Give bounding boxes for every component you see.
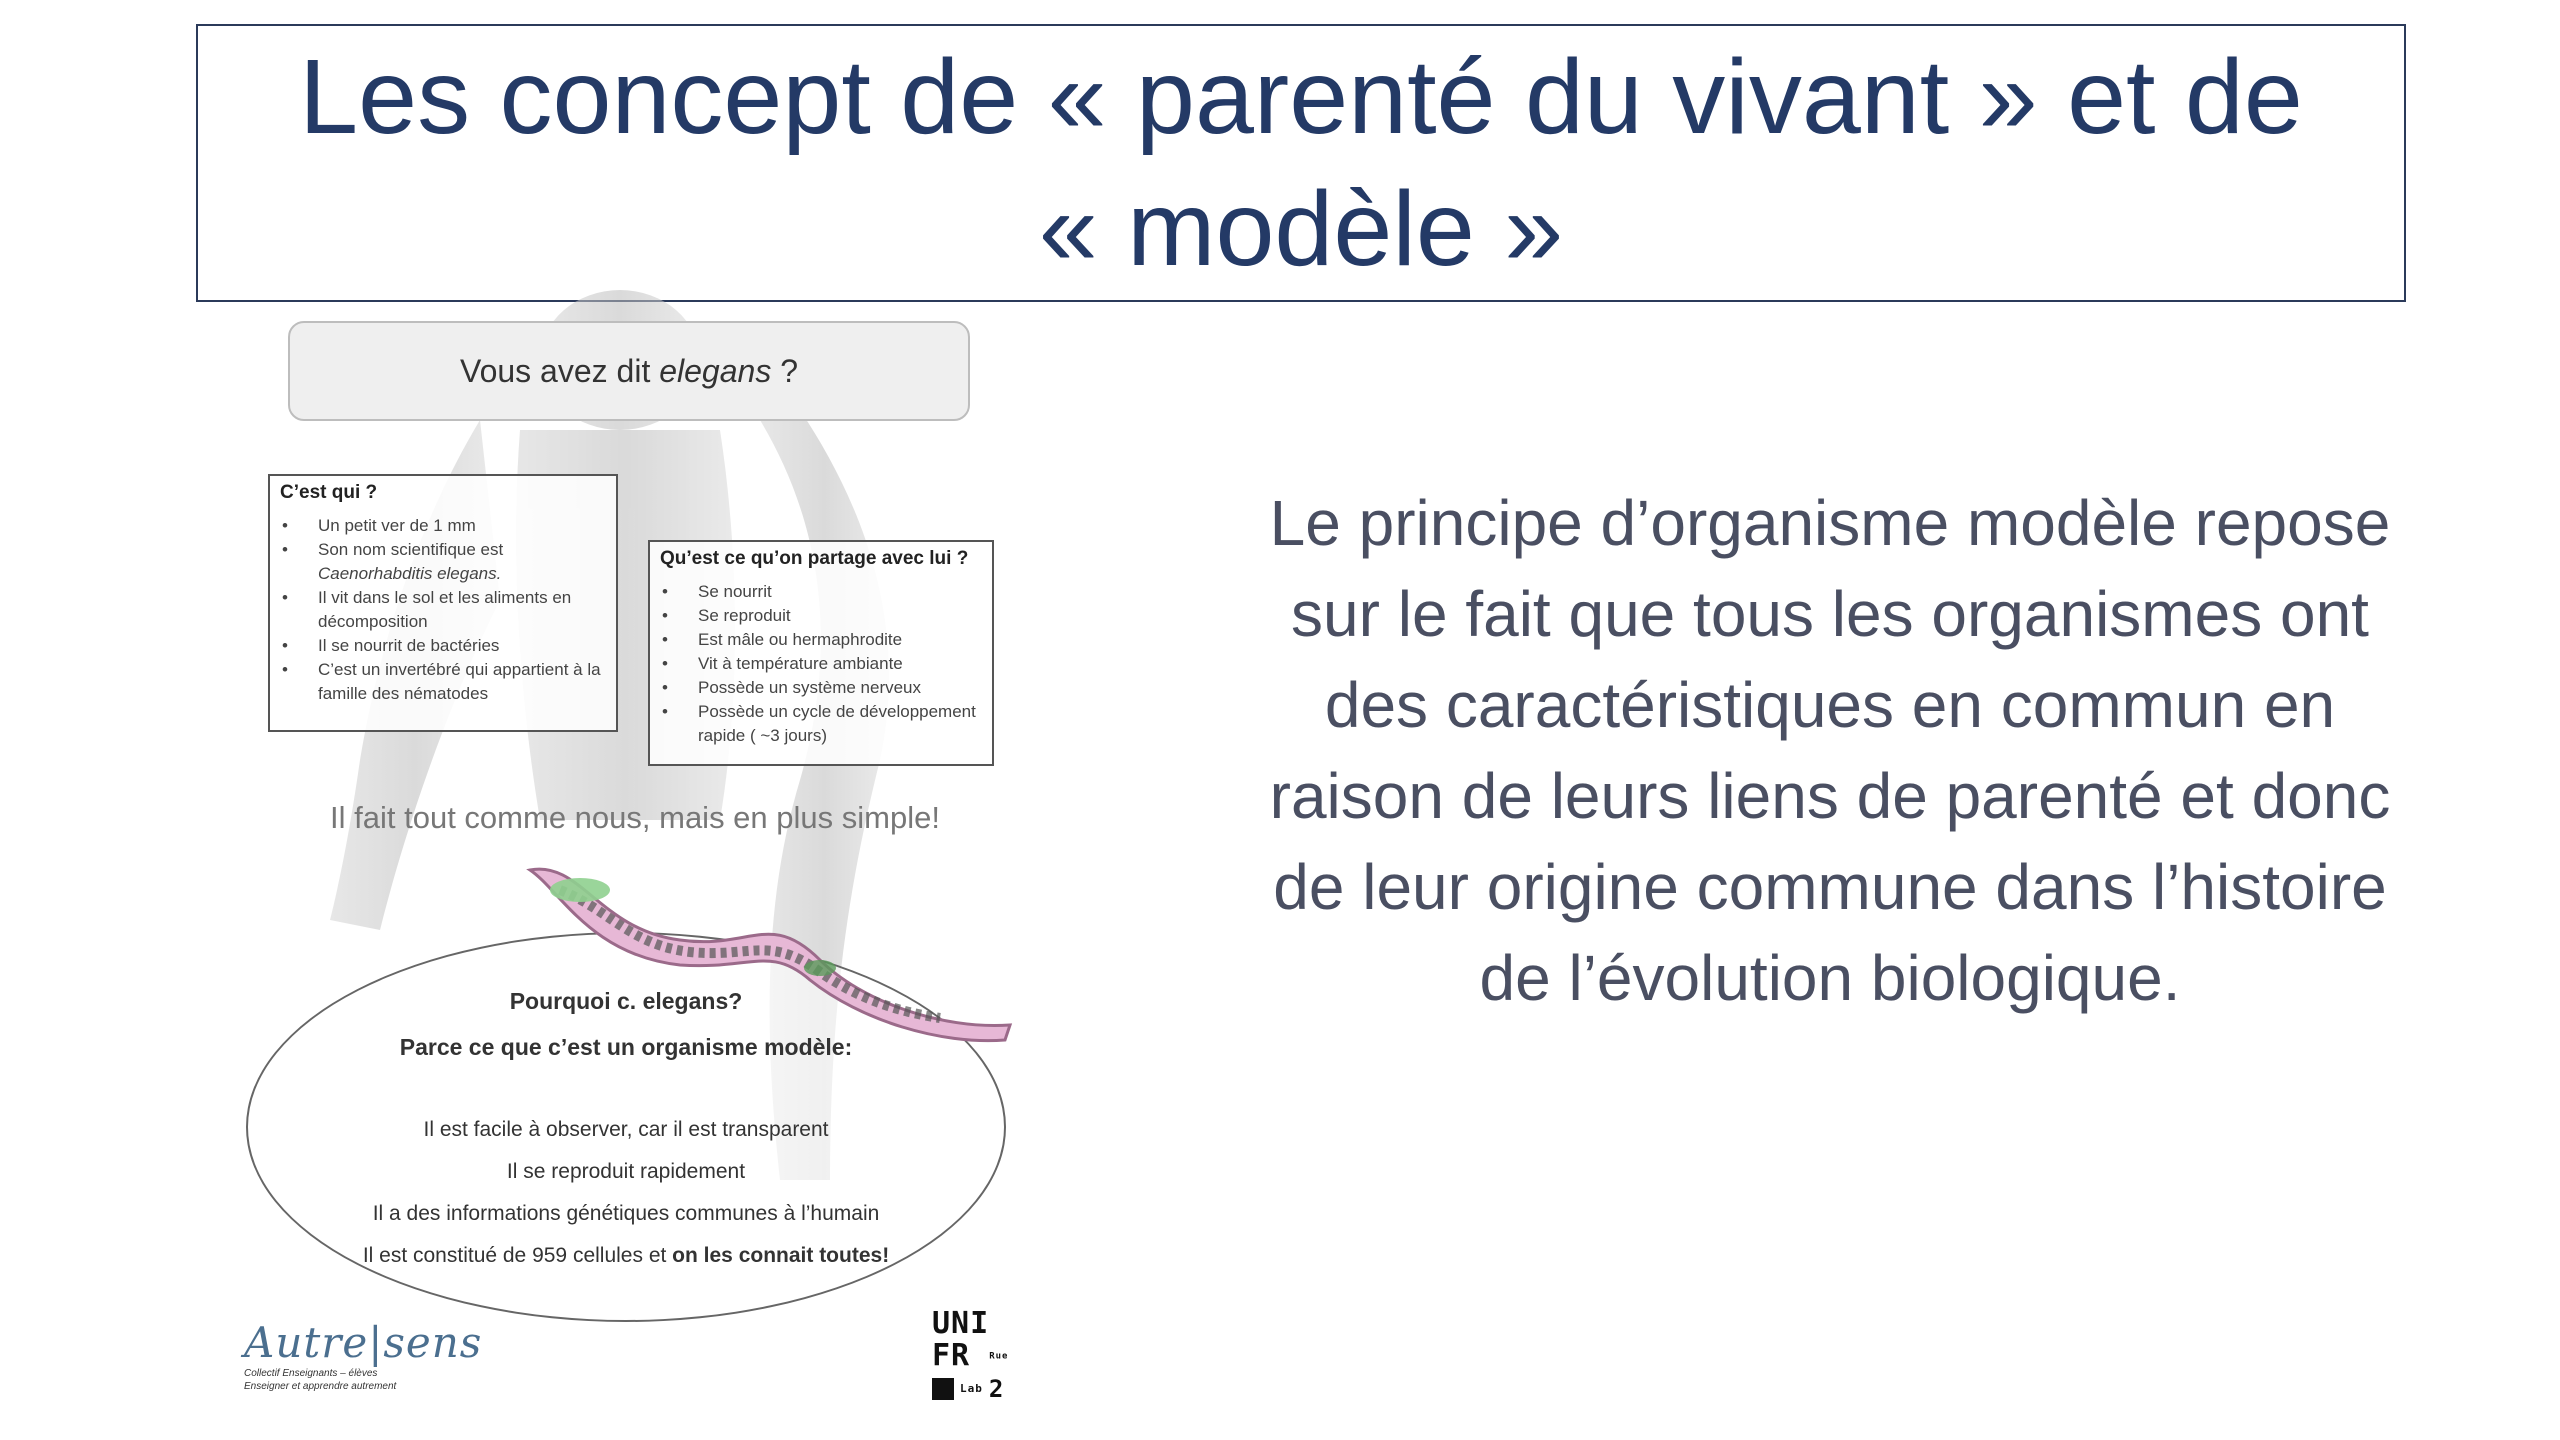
unifr-logo-side: Rue — [989, 1351, 1009, 1362]
black-square-icon — [932, 1378, 954, 1400]
unifr-logo-fr: FR — [932, 1338, 971, 1373]
list-item: • Se reproduit — [650, 604, 984, 628]
unifr-logo-fr-row — [932, 1340, 1012, 1373]
list-item — [270, 538, 608, 586]
body-line: de leur origine commune dans l’histoire — [1273, 851, 2387, 923]
worm-image — [520, 850, 1020, 1050]
poster-header-prefix: Vous avez dit — [459, 352, 660, 389]
poster-header-italic: elegans — [659, 352, 772, 389]
list-item: • Un petit ver de 1 mm — [270, 514, 608, 538]
ellipse-point-3: Il a des informations génétiques communes à l’humain — [372, 1202, 880, 1225]
list-item: • C’est un invertébré qui appartient à la famille des nématodes — [270, 658, 608, 706]
ellipse-point-4 — [246, 1244, 1006, 1268]
poster-header — [288, 321, 970, 421]
ellipse-point-4-bold: on les connait toutes! — [672, 1244, 890, 1267]
list-item-text: Son nom scientifique est — [318, 540, 504, 559]
unifr-logo-lab: Lab — [960, 1381, 983, 1395]
autresens-logo-name: Autre|sens — [244, 1318, 483, 1367]
list-item: • Il vit dans le sol et les aliments en décomposition — [270, 586, 608, 634]
ellipse-point-4-text: Il est constitué de 959 cellules et — [362, 1244, 673, 1267]
autresens-logo-line2: Enseigner et apprendre autrement — [244, 1381, 397, 1392]
list-item: • Possède un système nerveux — [650, 676, 984, 700]
list-item: • Possède un cycle de développement rapide ( ~3 jours) — [650, 700, 984, 748]
ellipse-answer: Parce ce que c’est un organisme modèle: — [399, 1034, 853, 1060]
list-item: • Vit à température ambiante — [650, 652, 984, 676]
body-paragraph — [1210, 478, 2450, 1024]
slide-title-line-1: Les concept de « parenté du vivant » et de — [299, 38, 2303, 156]
poster-tagline: Il fait tout comme nous, mais en plus simple! — [330, 800, 940, 835]
box-what-we-share — [648, 540, 994, 766]
list-item: • Se nourrit — [650, 580, 984, 604]
list-item: • Il se nourrit de bactéries — [270, 634, 608, 658]
slide-title-line-2: « modèle » — [1038, 170, 1564, 288]
autresens-logo-line1: Collectif Enseignants – élèves — [244, 1368, 378, 1379]
poster-header-suffix: ? — [771, 352, 798, 389]
body-line: sur le fait que tous les organismes ont — [1291, 578, 2369, 650]
body-line: Le principe d’organisme modèle repose — [1269, 487, 2391, 559]
ellipse-point-1: Il est facile à observer, car il est transparent — [423, 1118, 829, 1141]
box-who-title: C’est qui ? — [280, 482, 378, 503]
body-line: de l’évolution biologique. — [1479, 942, 2181, 1014]
body-line: des caractéristiques en commun en — [1324, 669, 2336, 741]
unifr-logo — [932, 1306, 1012, 1403]
box-who-is-it — [268, 474, 618, 732]
scientific-name: Caenorhabditis elegans. — [318, 564, 502, 583]
body-line: raison de leurs liens de parenté et donc — [1269, 760, 2391, 832]
ellipse-point-2: Il se reproduit rapidement — [506, 1160, 746, 1183]
box-share-title: Qu’est ce qu’on partage avec lui ? — [660, 548, 969, 569]
autresens-logo — [244, 1318, 482, 1393]
unifr-logo-bottom — [932, 1373, 1012, 1405]
unifr-logo-num: 2 — [988, 1374, 1005, 1403]
list-item: • Est mâle ou hermaphrodite — [650, 628, 984, 652]
unifr-logo-uni: UNI — [932, 1306, 990, 1341]
ellipse-question: Pourquoi c. elegans? — [509, 988, 743, 1014]
